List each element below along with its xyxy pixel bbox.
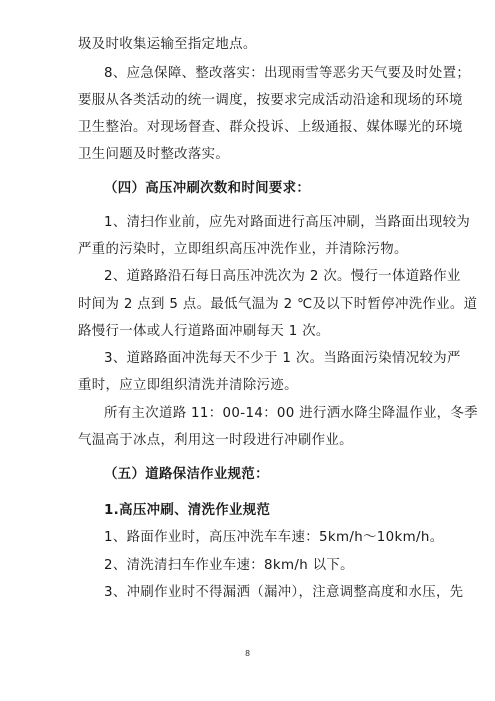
paragraph-line-16: 2、清洗清扫车作业车速：8km/h 以下。 bbox=[104, 558, 354, 573]
subsection-heading: 1.高压冲刷、清洗作业规范 bbox=[104, 503, 271, 518]
paragraph-line-5: 卫生问题及时整改落实。 bbox=[78, 147, 230, 162]
paragraph-line-4: 卫生整治。对现场督查、群众投诉、上级通报、媒体曝光的环境 bbox=[78, 120, 463, 135]
paragraph-line-9: 时间为 2 点到 5 点。最低气温为 2 ℃及以下时暂停冲洗作业。道 bbox=[78, 297, 478, 312]
paragraph-line-7: 严重的污染时，立即组织高压冲洗作业，并清除污物。 bbox=[78, 242, 408, 257]
paragraph-line-11: 3、道路路面冲洗每天不少于 1 次。当路面污染情况较为严 bbox=[104, 351, 461, 366]
paragraph-line-10: 路慢行一体或人行道路面冲刷每天 1 次。 bbox=[78, 324, 330, 339]
section-heading-5: （五）道路保洁作业规范： bbox=[104, 467, 269, 482]
paragraph-line-15: 1、路面作业时，高压冲洗车车速：5km/h～10km/h。 bbox=[104, 530, 444, 545]
paragraph-line-8: 2、道路路沿石每日高压冲洗次为 2 次。慢行一体道路作业 bbox=[104, 269, 461, 284]
paragraph-line-1: 圾及时收集运输至指定地点。 bbox=[78, 37, 257, 52]
paragraph-line-6: 1、清扫作业前，应先对路面进行高压冲刷，当路面出现较为 bbox=[104, 215, 471, 230]
paragraph-line-14: 气温高于冰点，利用这一时段进行冲刷作业。 bbox=[78, 433, 353, 448]
paragraph-line-12: 重时，应立即组织清洗并清除污迹。 bbox=[78, 378, 298, 393]
paragraph-line-3: 要服从各类活动的统一调度，按要求完成活动沿途和现场的环境 bbox=[78, 93, 463, 108]
paragraph-line-13: 所有主次道路 11：00-14：00 进行洒水降尘降温作业，冬季 bbox=[104, 406, 478, 421]
page-number: 8 bbox=[244, 649, 251, 658]
paragraph-line-2: 8、应急保障、整改落实：出现雨雪等恶劣天气要及时处置； bbox=[104, 66, 471, 81]
paragraph-line-17: 3、冲刷作业时不得漏洒（漏冲），注意调整高度和水压，先 bbox=[104, 585, 464, 600]
section-heading-4: （四）高压冲刷次数和时间要求： bbox=[104, 181, 311, 196]
